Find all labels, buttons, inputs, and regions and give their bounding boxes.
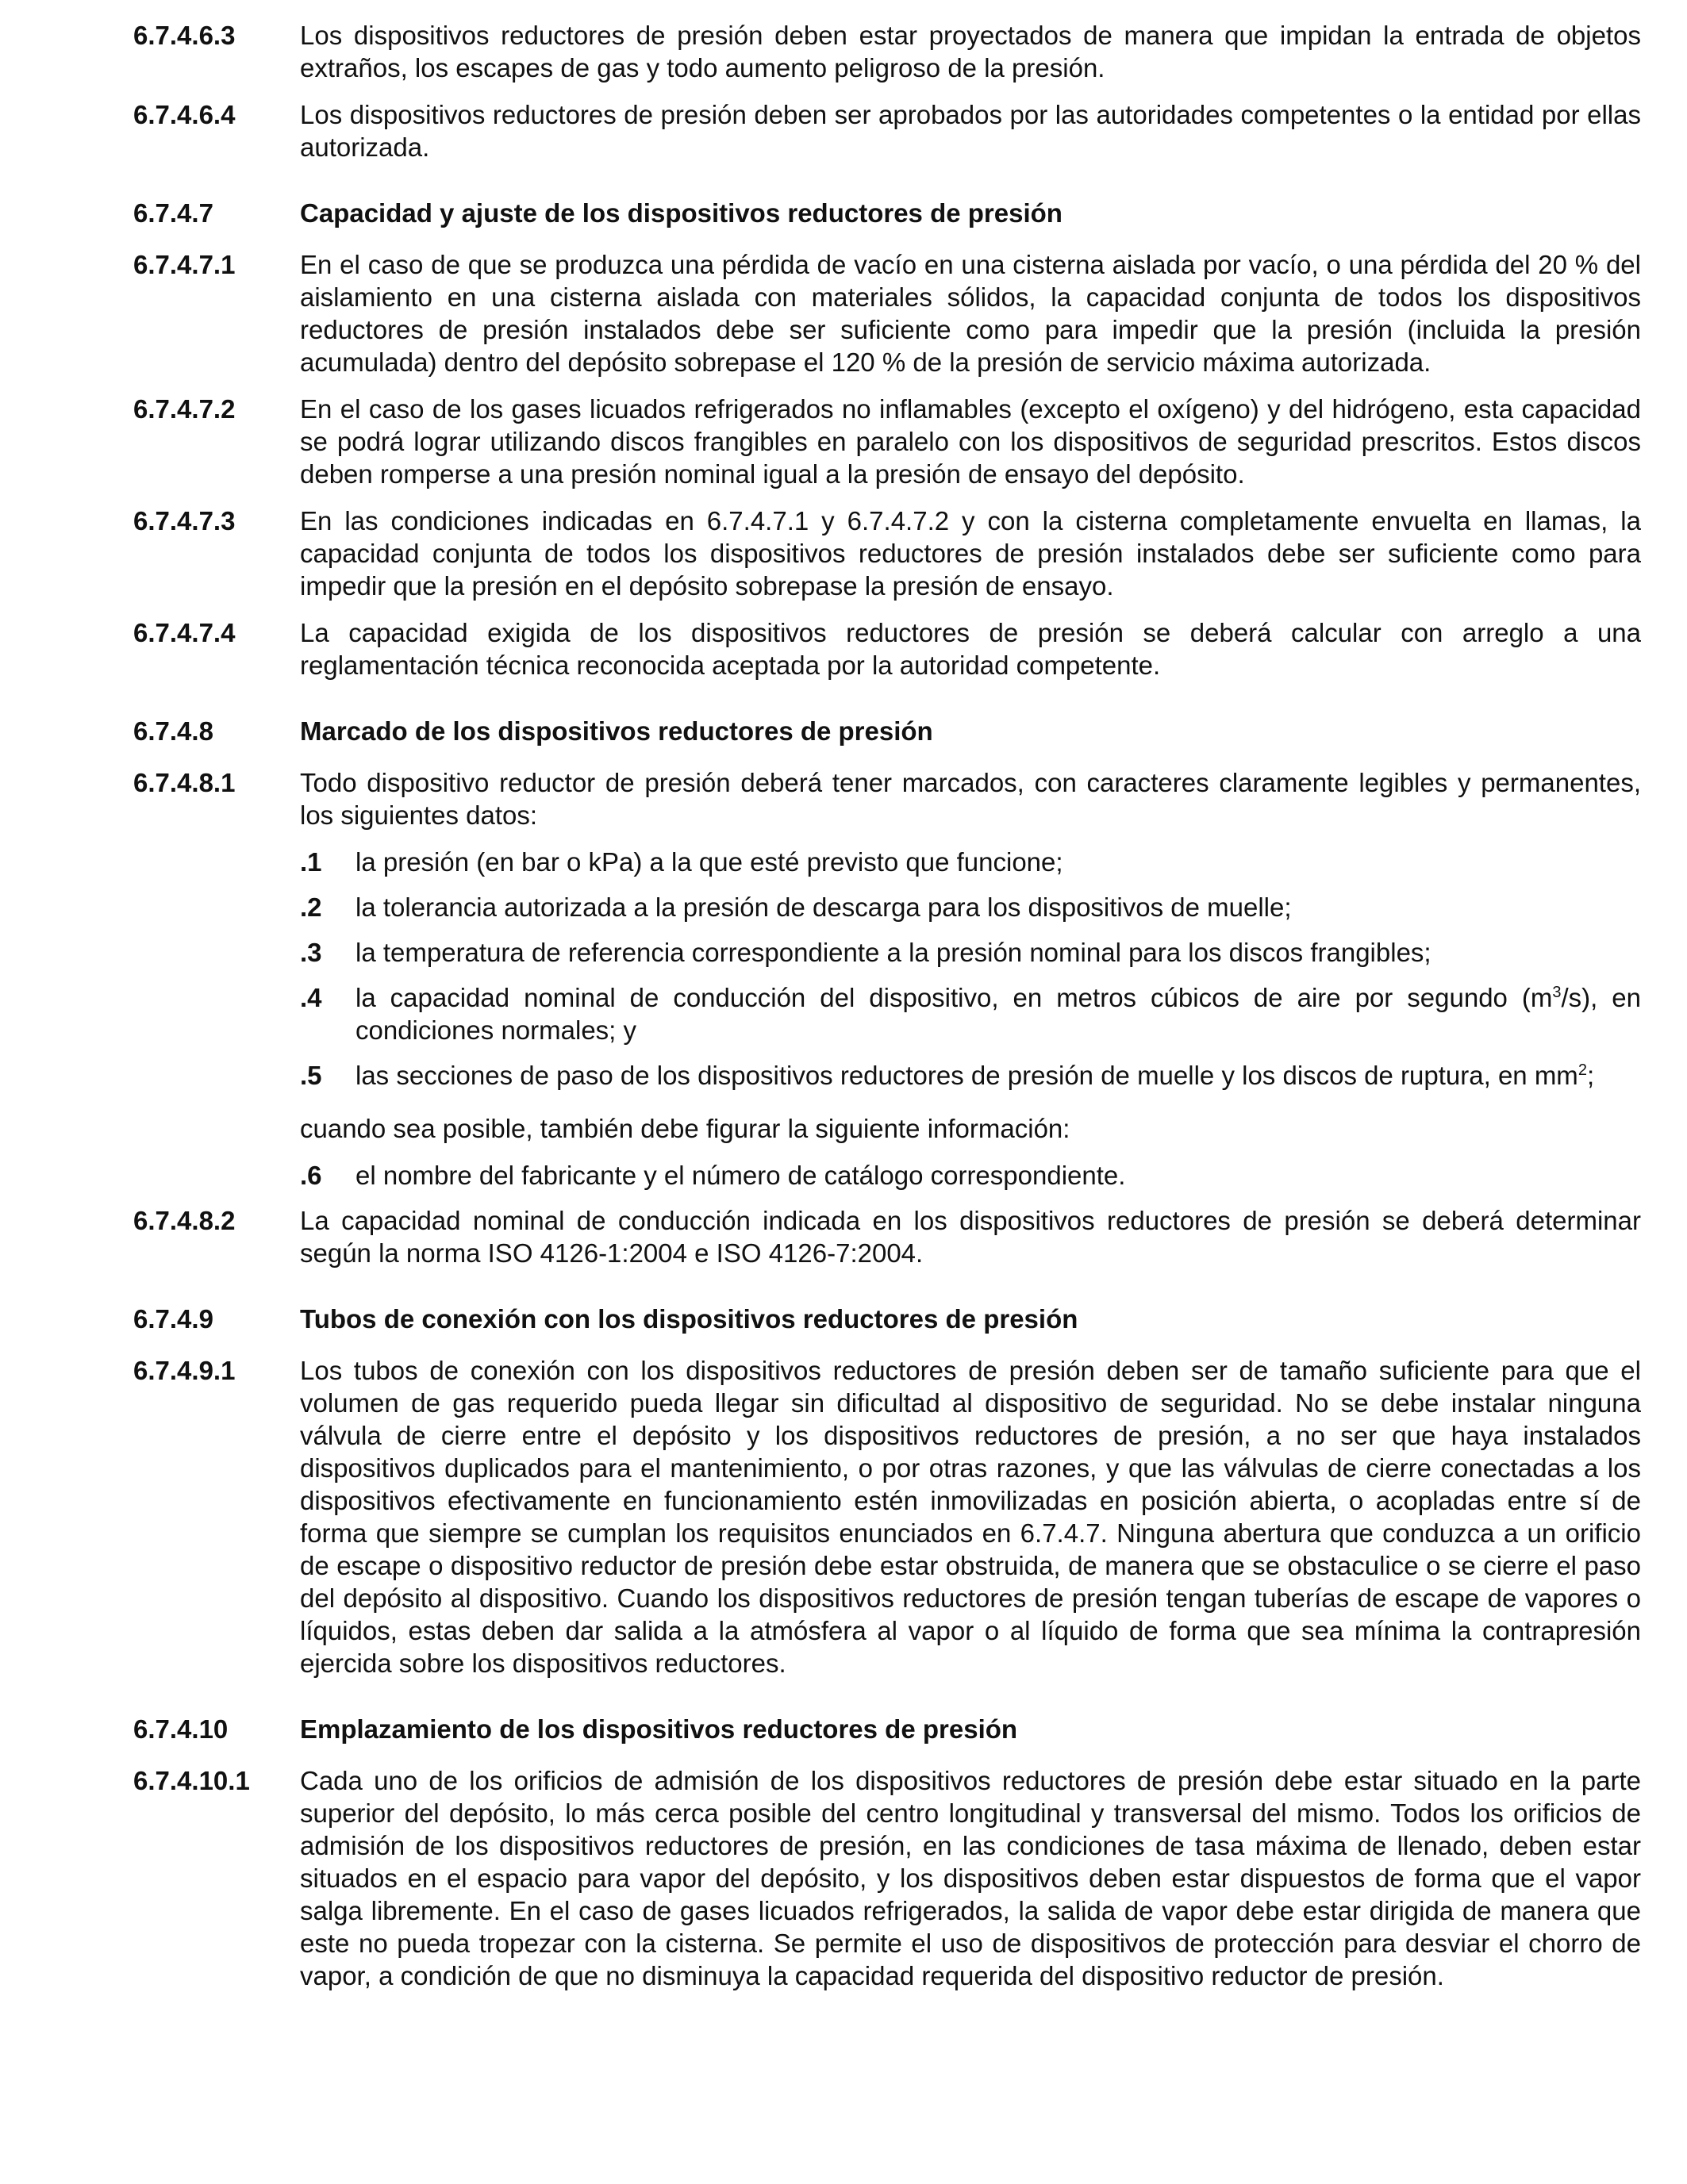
paragraph-text: Los dispositivos reductores de presión deben estar proyectados de manera que impidan la entrada de objetos extraños, los escapes de gas y todo aumento peligroso de la presión. [300,21,1641,83]
paragraph-6-7-4-6-4 [133,98,1641,163]
paragraph-6-7-4-7-1 [133,248,1641,378]
list-item-text: la tolerancia autorizada a la presión de descarga para los dispositivos de muelle; [355,892,1292,922]
paragraph-text: Los tubos de conexión con los dispositivos reductores de presión deben ser de tamaño suficiente para que el volumen de gas requerido pueda llegar sin dificultad al dispositivo de seguridad. No se debe instalar ninguna válvula de cierre entre el depósito y los dispositivos reductores de presión, a no ser que haya instalados dispositivos duplicados para el mantenimiento, o por otras razones, y que las válvulas de cierre conectadas a los dispositivos efectivamente en funcionamiento estén inmovilizadas en posición abierta, o acopladas entre sí de forma que siempre se cumplan los requisitos enunciados en 6.7.4.7. Ninguna abertura que conduzca a un orificio de escape o dispositivo reductor de presión debe estar obstruida, de manera que se obstaculice o se cierre el paso del depósito al dispositivo. Cuando los dispositivos reductores de presión tengan tuberías de escape de vapores o líquidos, estas deben dar salida a la atmósfera al vapor o al líquido de forma que sea mínima la contrapresión ejercida sobre los dispositivos reductores. [300,1356,1641,1678]
list-item-marker: .6 [300,1161,322,1190]
list-item [300,1159,1641,1192]
paragraph-number: 6.7.4.7.3 [133,506,236,535]
paragraph-number: 6.7.4.7.4 [133,618,236,647]
paragraph-number: 6.7.4.8.2 [133,1206,236,1235]
list-item-text [355,981,1641,1046]
paragraph-text: En el caso de los gases licuados refrigerados no inflamables (excepto el oxígeno) y del hidrógeno, esta capacidad se podrá lograr utilizando discos frangibles en paralelo con los dispositivos de seguridad prescritos. Estos discos deben romperse a una presión nominal igual a la presión de ensayo del depósito. [300,394,1641,489]
paragraph-6-7-4-9-1 [133,1354,1641,1679]
list-item-text: la temperatura de referencia correspondiente a la presión nominal para los discos frangibles; [355,938,1431,967]
superscript: 2 [1577,1061,1587,1079]
list-item [300,891,1641,923]
list-item [300,1059,1641,1092]
heading-6-7-4-8 [133,715,1641,747]
paragraph-text: Cada uno de los orificios de admisión de los dispositivos reductores de presión debe estar situado en la parte superior del depósito, lo más cerca posible del centro longitudinal y transversal del mismo. Todos los orificios de admisión de los dispositivos reductores de presión, en las condiciones de tasa máxima de llenado, deben estar situados en el espacio para vapor del depósito, y los dispositivos deben estar dispuestos de forma que el vapor salga libremente. En el caso de gases licuados refrigerados, la salida de vapor debe estar dirigida de manera que este no pueda tropezar con la cisterna. Se permite el uso de dispositivos de protección para desviar el chorro de vapor, a condición de que no disminuya la capacidad requerida del dispositivo reductor de presión. [300,1766,1641,1990]
paragraph-6-7-4-6-3 [133,19,1641,84]
heading-number: 6.7.4.7 [133,198,213,228]
list-item-text-before: las secciones de paso de los dispositivos reductores de presión de muelle y los discos de ruptura, en mm [355,1061,1578,1090]
list-item-marker: .5 [300,1061,322,1090]
document-page [133,19,1641,2006]
heading-number: 6.7.4.10 [133,1714,229,1744]
paragraph-text: En el caso de que se produzca una pérdida de vacío en una cisterna aislada por vacío, o una pérdida del 20 % del aislamiento en una cisterna aislada con materiales sólidos, la capacidad conjunta de todos los dispositivos reductores de presión instalados debe ser suficiente como para impedir que la presión (incluida la presión acumulada) dentro del depósito sobrepase el 120 % de la presión de servicio máxima autorizada. [300,250,1641,377]
list-item-marker: .3 [300,938,322,967]
list-item-text-after: /s), en condiciones normales; y [355,983,1641,1045]
paragraph-6-7-4-8-1 [133,766,1641,831]
paragraph-6-7-4-7-2 [133,393,1641,490]
list-item-text: el nombre del fabricante y el número de catálogo correspondiente. [355,1161,1126,1190]
list-item-marker: .4 [300,983,322,1012]
paragraph-number: 6.7.4.6.3 [133,21,236,50]
heading-number: 6.7.4.9 [133,1304,213,1334]
heading-number: 6.7.4.8 [133,716,213,746]
heading-title: Marcado de los dispositivos reductores de presión [300,716,933,746]
list-item-text [355,1059,1641,1092]
paragraph-6-7-4-7-3 [133,505,1641,602]
paragraph-text: La capacidad exigida de los dispositivos reductores de presión se deberá calcular con arreglo a una reglamentación técnica reconocida aceptada por la autoridad competente. [300,618,1641,680]
paragraph-text: Los dispositivos reductores de presión deben ser aprobados por las autoridades competentes o la entidad por ellas autorizada. [300,100,1641,162]
list-item-text-after: ; [1586,1061,1595,1090]
superscript: 3 [1552,984,1562,1001]
heading-title: Emplazamiento de los dispositivos reductores de presión [300,1714,1018,1744]
list-item-marker: .1 [300,847,322,877]
paragraph-text: La capacidad nominal de conducción indicada en los dispositivos reductores de presión se deberá determinar según la norma ISO 4126-1:2004 e ISO 4126-7:2004. [300,1206,1641,1268]
list-item-marker: .2 [300,892,322,922]
heading-6-7-4-7 [133,197,1641,229]
continuation-text: cuando sea posible, también debe figurar la siguiente información: [300,1114,1070,1143]
heading-title: Capacidad y ajuste de los dispositivos reductores de presión [300,198,1063,228]
list-item-text-before: la capacidad nominal de conducción del dispositivo, en metros cúbicos de aire por segundo (m [355,983,1553,1012]
paragraph-number: 6.7.4.8.1 [133,768,236,797]
heading-6-7-4-9 [133,1303,1641,1335]
list-item-text: la presión (en bar o kPa) a la que esté previsto que funcione; [355,847,1063,877]
paragraph-6-7-4-7-4 [133,616,1641,681]
paragraph-text: En las condiciones indicadas en 6.7.4.7.1 y 6.7.4.7.2 y con la cisterna completamente envuelta en llamas, la capacidad conjunta de todos los dispositivos reductores de presión instalados debe ser suficiente como para impedir que la presión en el depósito sobrepase la presión de ensayo. [300,506,1641,601]
heading-title: Tubos de conexión con los dispositivos reductores de presión [300,1304,1078,1334]
paragraph-text: Todo dispositivo reductor de presión deberá tener marcados, con caracteres claramente legibles y permanentes, los siguientes datos: [300,768,1641,830]
paragraph-number: 6.7.4.9.1 [133,1356,236,1385]
list-item [300,981,1641,1046]
paragraph-number: 6.7.4.7.1 [133,250,236,279]
paragraph-number: 6.7.4.10.1 [133,1766,250,1795]
paragraph-6-7-4-10-1 [133,1764,1641,1992]
heading-6-7-4-10 [133,1713,1641,1745]
paragraph-6-7-4-8-2 [133,1204,1641,1269]
paragraph-number: 6.7.4.7.2 [133,394,236,424]
list-item [300,936,1641,969]
list-item [300,846,1641,878]
paragraph-number: 6.7.4.6.4 [133,100,236,129]
